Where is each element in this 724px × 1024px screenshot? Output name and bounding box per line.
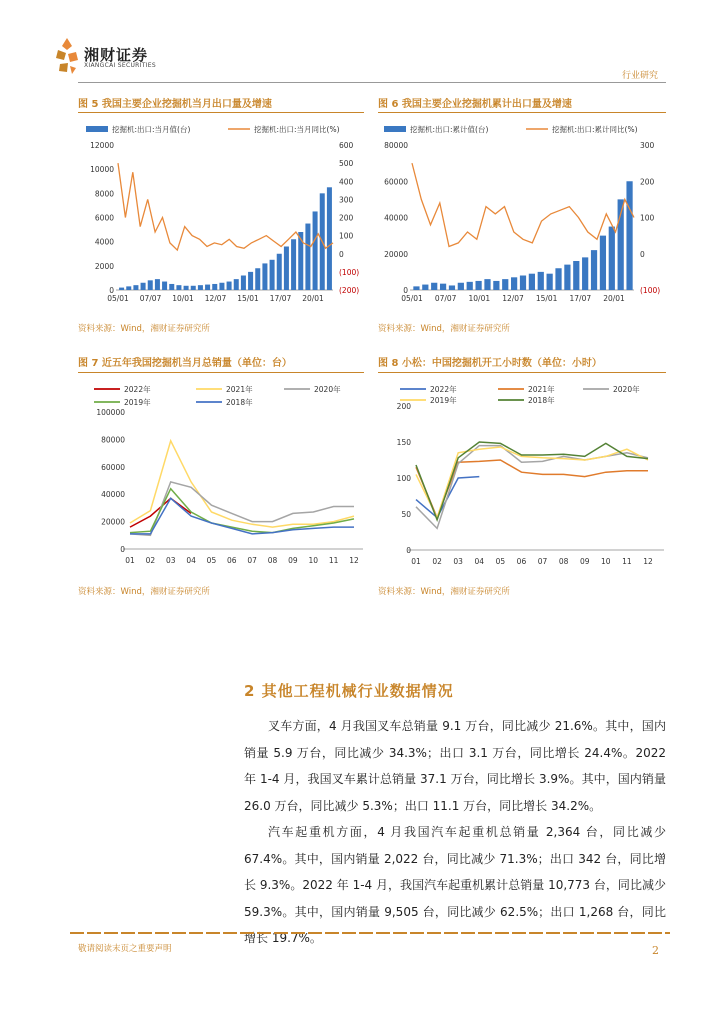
fig8-x-tick-0: 01 xyxy=(411,557,421,566)
fig7-x-tick-0: 01 xyxy=(125,556,135,565)
fig5-y-left-tick-2: 4000 xyxy=(94,237,114,247)
fig7-x-tick-8: 09 xyxy=(288,556,298,565)
fig8-title-rule xyxy=(378,372,666,373)
fig5-bar-6 xyxy=(162,282,167,290)
fig7-x-tick-4: 05 xyxy=(206,556,217,565)
fig5-y-left-tick-1: 2000 xyxy=(94,261,114,271)
fig8-legend-label-0: 2022年 xyxy=(430,385,457,394)
fig8-legend-label-1: 2021年 xyxy=(528,385,555,394)
fig5-bar-17 xyxy=(241,276,246,291)
fig6-bar-12 xyxy=(520,276,526,291)
fig6-bar-14 xyxy=(538,272,544,290)
report-category: 行业研究 xyxy=(622,71,659,81)
paragraph-forklift: 叉车方面，4 月我国叉车总销量 9.1 万台，同比减少 21.6%。其中，国内销量 5.9 万台，同比减少 34.3%；出口 3.1 万台，同比增长 24.4%。2022 年 1-4 月，我国叉车累计总销量 37.1 万台，同比增长 3.9%。其中，国内销量 26.0 万台，同比减少 5.3%；出口 11.1 万台，同比增长 34.2%。 xyxy=(244,719,666,813)
fig6-line-series xyxy=(412,163,634,246)
fig8-y-tick-1: 50 xyxy=(401,510,411,519)
fig6-bar-8 xyxy=(484,279,490,290)
fig5-bar-11 xyxy=(198,285,203,290)
fig6-legend-bar-swatch xyxy=(384,126,406,132)
fig5-x-tick-3: 12/07 xyxy=(204,294,227,303)
fig6-bar-3 xyxy=(440,284,446,290)
fig5-bar-24 xyxy=(291,239,296,290)
fig6-bar-10 xyxy=(502,279,508,290)
fig8-y-tick-2: 100 xyxy=(396,474,411,483)
fig6-y-right-tick-4: 300 xyxy=(640,141,655,150)
fig5-bar-12 xyxy=(205,285,210,290)
fig6-y-left-tick-1: 20000 xyxy=(384,249,408,259)
fig7-x-tick-2: 03 xyxy=(165,556,176,565)
fig6-bar-13 xyxy=(529,274,535,290)
fig7-y-tick-1: 20000 xyxy=(101,517,125,527)
fig8-legend-label-2: 2020年 xyxy=(613,385,640,394)
fig5-title-rule xyxy=(78,112,364,113)
fig7-source: 资料来源：Wind，湘财证券研究所 xyxy=(78,587,210,597)
fig7-y-tick-2: 40000 xyxy=(101,490,125,500)
fig7-y-tick-5: 100000 xyxy=(96,408,125,417)
fig5-y-right-tick-3: 100 xyxy=(339,231,354,241)
page-number: 2 xyxy=(652,944,659,957)
fig5-bar-4 xyxy=(148,280,153,290)
fig8-x-tick-10: 11 xyxy=(622,557,632,566)
fig5-bar-27 xyxy=(313,211,318,290)
brand-name: 湘财证券 xyxy=(84,46,149,64)
fig5-legend-bar-label: 挖掘机:出口:当月值(台) xyxy=(112,125,191,134)
fig5-y-right-tick-4: 200 xyxy=(339,213,354,223)
fig5-y-left-tick-5: 10000 xyxy=(90,165,114,175)
fig6-bar-5 xyxy=(458,283,464,290)
fig8-x-tick-7: 08 xyxy=(558,557,569,566)
fig5-bar-29 xyxy=(327,187,332,290)
fig8-x-tick-11: 12 xyxy=(643,557,653,566)
fig5-y-left-tick-3: 6000 xyxy=(94,213,114,223)
fig6-x-tick-0: 05/01 xyxy=(401,294,423,303)
fig5-bar-26 xyxy=(305,224,310,290)
fig5-y-right-tick-8: 600 xyxy=(339,141,354,150)
fig8-x-tick-4: 05 xyxy=(495,557,506,566)
fig6-x-tick-4: 15/01 xyxy=(535,294,558,303)
fig7-x-tick-9: 10 xyxy=(308,556,319,565)
fig8-source: 资料来源：Wind，湘财证券研究所 xyxy=(378,587,510,597)
fig7-chart xyxy=(78,378,368,573)
fig7-title-rule xyxy=(78,372,364,373)
fig6-y-left-tick-2: 40000 xyxy=(384,213,408,223)
fig5-source: 资料来源：Wind，湘财证券研究所 xyxy=(78,324,210,334)
fig5-bar-23 xyxy=(284,247,289,291)
fig5-x-tick-5: 17/07 xyxy=(269,294,292,303)
fig7-x-tick-11: 12 xyxy=(349,556,359,565)
fig6-bar-16 xyxy=(555,268,561,290)
fig6-y-left-tick-3: 60000 xyxy=(384,177,408,187)
fig6-chart xyxy=(378,118,668,308)
fig5-bar-15 xyxy=(227,282,232,290)
fig5-bar-1 xyxy=(126,286,131,290)
fig8-y-tick-0: 0 xyxy=(406,546,411,555)
fig5-bar-10 xyxy=(191,286,196,290)
fig8-x-tick-3: 04 xyxy=(474,557,485,566)
fig7-legend-label-3: 2019年 xyxy=(124,398,151,407)
fig6-bar-11 xyxy=(511,277,517,290)
footer-rule xyxy=(70,931,670,935)
fig7-series-1 xyxy=(130,441,354,527)
fig8-x-tick-9: 10 xyxy=(601,557,611,566)
fig6-bar-19 xyxy=(582,257,588,290)
fig5-y-right-tick-1: (100) xyxy=(339,267,360,277)
fig8-y-tick-3: 150 xyxy=(396,438,411,447)
fig5-y-right-tick-7: 500 xyxy=(339,159,354,169)
fig6-legend-bar-label: 挖掘机:出口:累计值(台) xyxy=(410,125,489,134)
fig5-x-tick-1: 07/07 xyxy=(139,294,162,303)
fig6-bar-6 xyxy=(467,282,473,290)
fig5-bar-16 xyxy=(234,279,239,290)
fig7-x-tick-5: 06 xyxy=(227,556,237,565)
fig5-bar-5 xyxy=(155,279,160,290)
fig5-bar-3 xyxy=(141,283,146,290)
fig5-bar-7 xyxy=(169,284,174,290)
fig5-bar-20 xyxy=(262,263,267,290)
fig6-x-tick-3: 12/07 xyxy=(502,294,524,303)
fig8-series-1 xyxy=(416,460,648,518)
fig5-y-left-tick-0: 0 xyxy=(109,286,114,295)
fig7-y-tick-3: 60000 xyxy=(101,462,125,472)
fig5-bar-18 xyxy=(248,272,253,290)
fig7-x-tick-10: 11 xyxy=(328,556,339,565)
fig6-y-right-tick-1: 0 xyxy=(640,249,645,259)
brand-logo-icon xyxy=(54,36,80,76)
fig6-y-right-tick-2: 100 xyxy=(640,213,655,223)
fig6-y-right-tick-3: 200 xyxy=(640,177,655,187)
fig8-y-tick-4: 200 xyxy=(396,402,411,411)
fig7-x-tick-6: 07 xyxy=(247,556,257,565)
fig6-bar-22 xyxy=(609,227,615,290)
fig8-x-tick-5: 06 xyxy=(516,557,527,566)
fig8-x-tick-8: 09 xyxy=(579,557,590,566)
fig7-legend-label-1: 2021年 xyxy=(226,385,253,394)
fig5-y-right-tick-0: (200) xyxy=(339,286,360,295)
fig7-legend-label-0: 2022年 xyxy=(124,385,151,394)
fig7-x-tick-1: 02 xyxy=(145,556,156,565)
fig6-bar-7 xyxy=(475,281,481,290)
fig5-bar-2 xyxy=(133,285,138,290)
fig5-y-right-tick-5: 300 xyxy=(339,195,354,205)
fig5-y-left-tick-6: 12000 xyxy=(90,141,114,150)
footer-disclaimer: 敬请阅读末页之重要声明 xyxy=(78,944,172,954)
paragraph-truck-crane: 汽车起重机方面，4 月我国汽车起重机总销量 2,364 台，同比减少 67.4%。其中，国内销量 2,022 台，同比减少 71.3%；出口 342 台，同比增长 9.3%。2022 年 1-4 月，我国汽车起重机累计总销量 10,773 台，同比减少 59.3%。其中，国内销量 9,505 台，同比减少 62.5%；出口 1,268 台，同比增长 19.7%。 xyxy=(244,825,666,945)
fig5-y-right-tick-6: 400 xyxy=(339,177,354,187)
fig5-bar-21 xyxy=(270,260,275,290)
fig5-x-tick-6: 20/01 xyxy=(302,294,324,303)
fig6-bar-24 xyxy=(626,181,632,290)
fig6-title-rule xyxy=(378,112,666,113)
fig6-x-tick-6: 20/01 xyxy=(603,294,625,303)
fig6-bar-17 xyxy=(564,265,570,290)
fig6-bar-20 xyxy=(591,250,597,290)
header-divider xyxy=(78,82,666,83)
fig7-legend-label-4: 2018年 xyxy=(226,398,253,407)
fig5-legend-line-label: 挖掘机:出口:当月同比(%) xyxy=(254,125,340,134)
fig7-x-tick-7: 08 xyxy=(267,556,278,565)
fig7-legend-label-2: 2020年 xyxy=(314,385,341,394)
fig7-x-tick-3: 04 xyxy=(186,556,196,565)
section-title: 2 其他工程机械行业数据情况 xyxy=(244,682,454,700)
fig6-legend-line-label: 挖掘机:出口:累计同比(%) xyxy=(552,125,638,134)
brand-name-en: XIANGCAI SECURITIES xyxy=(84,62,156,69)
fig6-x-tick-2: 10/01 xyxy=(468,294,491,303)
fig5-title: 图 5 我国主要企业挖掘机当月出口量及增速 xyxy=(78,99,272,110)
fig5-legend-bar-swatch xyxy=(86,126,108,132)
fig6-bar-0 xyxy=(413,286,419,290)
fig8-x-tick-1: 02 xyxy=(432,557,442,566)
fig5-y-right-tick-2: 0 xyxy=(339,249,344,259)
fig5-bar-13 xyxy=(212,284,217,290)
fig8-series-2 xyxy=(416,446,648,529)
fig6-x-tick-5: 17/07 xyxy=(569,294,592,303)
fig8-title: 图 8 小松：中国挖掘机开工小时数（单位：小时） xyxy=(378,358,602,369)
fig8-legend-label-4: 2018年 xyxy=(528,396,555,405)
fig5-bar-19 xyxy=(255,268,260,290)
fig5-bar-8 xyxy=(176,285,181,290)
fig5-bar-9 xyxy=(184,286,189,290)
fig8-legend-label-3: 2019年 xyxy=(430,396,457,405)
fig6-bar-21 xyxy=(600,236,606,290)
fig6-y-left-tick-4: 80000 xyxy=(384,141,408,150)
fig5-x-tick-4: 15/01 xyxy=(237,294,259,303)
fig6-bar-2 xyxy=(431,283,437,290)
fig6-title: 图 6 我国主要企业挖掘机累计出口量及增速 xyxy=(378,99,572,110)
fig6-bar-1 xyxy=(422,285,428,290)
fig7-y-tick-4: 80000 xyxy=(101,435,125,445)
fig8-x-tick-6: 07 xyxy=(537,557,548,566)
fig5-y-left-tick-4: 8000 xyxy=(94,189,114,199)
brand-logo xyxy=(54,36,80,76)
fig6-bar-15 xyxy=(547,274,553,290)
fig6-bar-9 xyxy=(493,281,499,290)
fig7-title: 图 7 近五年我国挖掘机当月总销量（单位：台） xyxy=(78,358,292,369)
fig6-source: 资料来源：Wind，湘财证券研究所 xyxy=(378,324,510,334)
fig8-x-tick-2: 03 xyxy=(453,557,463,566)
fig5-bar-0 xyxy=(119,288,124,290)
fig5-bar-22 xyxy=(277,254,282,290)
fig6-bar-18 xyxy=(573,261,579,290)
fig6-y-left-tick-0: 0 xyxy=(403,286,408,295)
fig6-bar-4 xyxy=(449,285,455,290)
fig5-bar-14 xyxy=(219,283,224,290)
fig8-chart xyxy=(378,378,668,573)
fig5-x-tick-0: 05/01 xyxy=(107,294,129,303)
fig7-y-tick-0: 0 xyxy=(120,545,125,554)
fig6-x-tick-1: 07/07 xyxy=(434,294,457,303)
fig5-x-tick-2: 10/01 xyxy=(172,294,194,303)
fig5-chart xyxy=(78,118,368,308)
fig6-y-right-tick-0: (100) xyxy=(640,286,661,295)
